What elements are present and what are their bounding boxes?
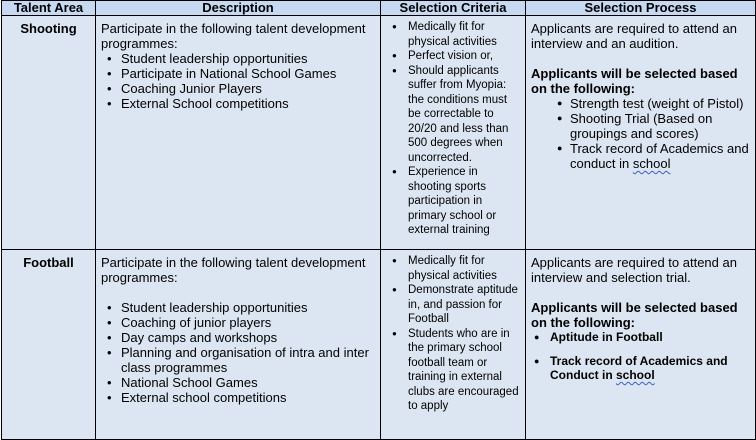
list-item: ● Students who are in the primary school football team or training in external clubs are encouraged to apply bbox=[383, 327, 523, 414]
selection-process-cell bbox=[526, 250, 756, 440]
list-item: • Student leadership opportunities bbox=[101, 300, 376, 315]
description-cell bbox=[96, 250, 381, 440]
list-item bbox=[531, 141, 752, 171]
description-intro: Participate in the following talent development programmes: bbox=[101, 255, 366, 285]
process-intro: Applicants are required to attend an interview and an audition. bbox=[531, 21, 737, 51]
talent-table bbox=[1, 0, 756, 440]
list-item: ● Strength test (weight of Pistol) bbox=[531, 96, 752, 111]
list-item: • Participate in National School Games bbox=[101, 66, 376, 81]
list-item: • External School competitions bbox=[101, 96, 376, 111]
list-item: • National School Games bbox=[101, 375, 376, 390]
process-list bbox=[531, 96, 752, 171]
list-item: ● Should applicants suffer from Myopia: the conditions must be correctable to 20/20 and less than 500 degrees when uncorrected. bbox=[383, 64, 523, 166]
list-item: ● Perfect vision or, bbox=[383, 49, 523, 64]
list-item: ● Shooting Trial (Based on groupings and scores) bbox=[531, 111, 752, 141]
list-item: • Coaching Junior Players bbox=[101, 81, 376, 96]
selection-criteria-cell bbox=[381, 250, 526, 440]
process-list bbox=[531, 330, 752, 382]
list-item: ● Medically fit for physical activities bbox=[383, 254, 523, 283]
list-item: ● Experience in shooting sports participation in primary school or external training bbox=[383, 165, 523, 238]
table-row-football bbox=[2, 250, 756, 440]
list-item: ● Aptitude in Football bbox=[531, 330, 752, 344]
header-selection-criteria: Selection Criteria bbox=[381, 1, 526, 16]
description-cell bbox=[96, 16, 381, 250]
list-item bbox=[531, 354, 752, 382]
selection-criteria-cell bbox=[381, 16, 526, 250]
list-item: ● Medically fit for physical activities bbox=[383, 20, 523, 49]
spellcheck-word[interactable]: school bbox=[616, 368, 655, 382]
process-heading: Applicants will be selected based on the following: bbox=[531, 300, 738, 330]
talent-area-cell: Shooting bbox=[2, 16, 96, 250]
table-row-shooting bbox=[2, 16, 756, 250]
list-item: • Student leadership opportunities bbox=[101, 51, 376, 66]
list-item: • External school competitions bbox=[101, 390, 376, 405]
list-item-text: Track record of Academics and Conduct in bbox=[550, 354, 728, 382]
process-intro: Applicants are required to attend an interview and selection trial. bbox=[531, 255, 737, 285]
list-item: • Coaching of junior players bbox=[101, 315, 376, 330]
list-item: • Day camps and workshops bbox=[101, 330, 376, 345]
criteria-list bbox=[383, 254, 523, 414]
process-heading: Applicants will be selected based on the following: bbox=[531, 66, 738, 96]
list-item-text: Track record of Academics and conduct in bbox=[570, 141, 749, 171]
description-list bbox=[101, 300, 376, 405]
list-item: ● Demonstrate aptitude in, and passion for Football bbox=[383, 283, 523, 327]
header-row bbox=[2, 1, 756, 16]
header-talent-area: Talent Area bbox=[2, 1, 96, 16]
description-intro: Participate in the following talent development programmes: bbox=[101, 21, 366, 51]
header-description: Description bbox=[96, 1, 381, 16]
selection-process-cell bbox=[526, 16, 756, 250]
list-spacer bbox=[531, 344, 752, 354]
description-list bbox=[101, 51, 376, 111]
header-selection-process: Selection Process bbox=[526, 1, 756, 16]
list-item: • Planning and organisation of intra and inter class programmes bbox=[101, 345, 376, 375]
spellcheck-word[interactable]: school bbox=[632, 156, 671, 171]
talent-area-cell: Football bbox=[2, 250, 96, 440]
criteria-list bbox=[383, 20, 523, 238]
